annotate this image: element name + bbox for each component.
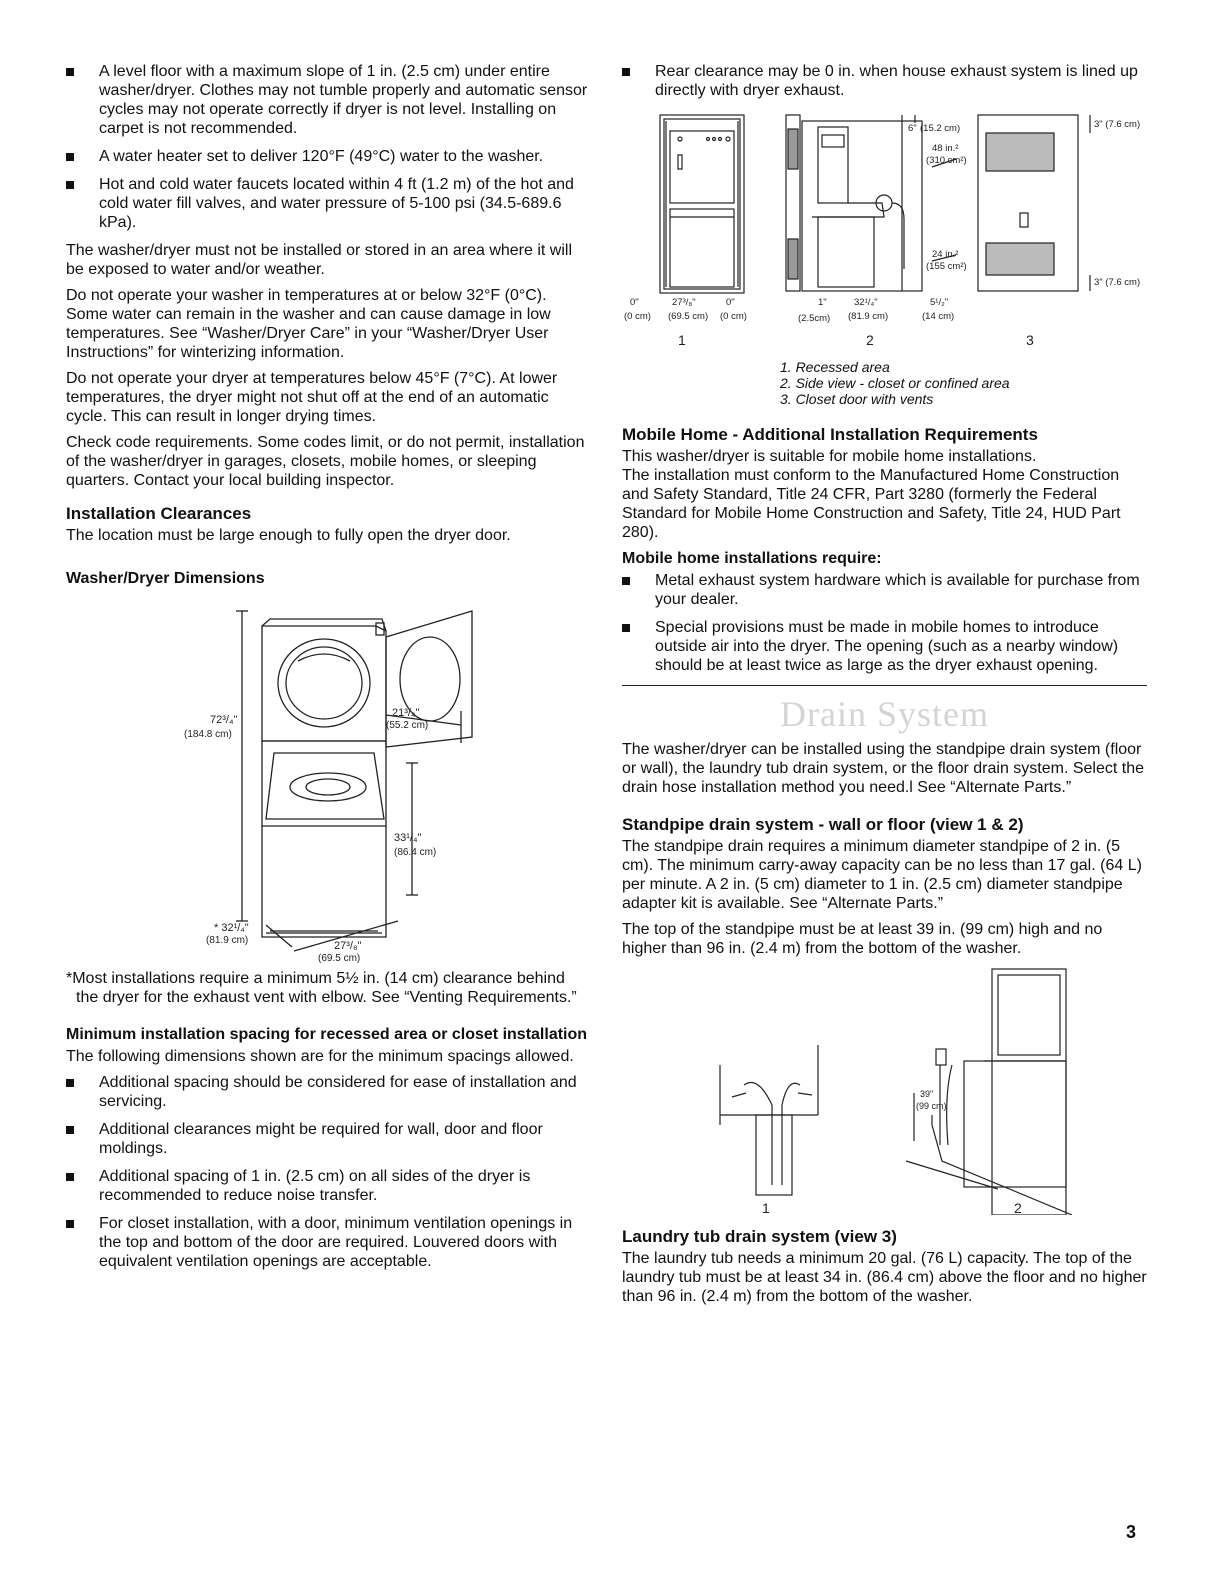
dim-washer-h-cm: (86.4 cm) — [394, 847, 437, 858]
recessed-closet-drawing — [622, 109, 1147, 359]
mobile-home-subheading: Mobile home installations require: — [622, 550, 882, 567]
fig1-caption-3: 3. Closet door with vents — [780, 391, 934, 407]
paragraph: The washer/dryer must not be installed or stored in an area where it will be exposed to water and/or weather. — [66, 242, 573, 278]
list-item: Additional spacing should be considered for ease of installation and servicing. — [66, 1073, 588, 1111]
standpipe-figure — [622, 965, 1147, 1215]
dim-width-in: 27³/₈" — [334, 940, 362, 952]
fig1-side-in: 1" — [818, 297, 827, 308]
dim-washer-h-in: 33¹/₄" — [394, 832, 422, 844]
right-column — [622, 62, 1147, 1313]
list-item: Special provisions must be made in mobile homes to introduce outside air into the dryer. The opening (such as a nearby window) should be at least twice as large as the dryer exhaust opening. — [622, 618, 1147, 675]
page-number: 3 — [1126, 1522, 1137, 1542]
spacing-figure — [622, 109, 1147, 359]
dim-door-cm: (55.2 cm) — [386, 720, 429, 731]
fig1-view-2: 2 — [866, 332, 874, 348]
dim-depth-cm: (81.9 cm) — [206, 935, 249, 946]
paragraph: Do not operate your dryer at temperatures below 45°F (7°C). At lower temperatures, the dryer might not shut off at the end of an automatic cycle. This can result in longer drying times. — [66, 370, 558, 425]
drain-intro: The washer/dryer can be installed using the standpipe drain system (floor or wall), the laundry tub drain system, or the floor drain system. Select the drain hose installation method you need.l See “Alternate Parts.” — [622, 741, 1145, 796]
fig1-depth-in: 32¹/₄" — [854, 297, 878, 308]
dim-width-cm: (69.5 cm) — [318, 953, 361, 964]
fig2-view-2: 2 — [1014, 1200, 1022, 1215]
washer-dryer-drawing — [66, 591, 588, 967]
mobile-home-p2: The installation must conform to the Manufactured Home Construction and Safety Standard, Title 24 CFR, Part 3280 (formerly the Federal Standard for Mobile Home Construction and Safety, Title 24, HUD Part 280). — [622, 467, 1121, 541]
fig1-side-cm: (2.5cm) — [798, 313, 831, 324]
fig1-zero-cm-a: (0 cm) — [624, 311, 651, 322]
fig1-rear-cm: (14 cm) — [922, 311, 955, 322]
list-item: A level floor with a maximum slope of 1 in. (2.5 cm) under entire washer/dryer. Clothes may not tumble properly and automatic sensor cycles may not operate correctly if dryer is not level. Installing on carpet is not recommended. — [66, 62, 588, 138]
clearance-footnote: *Most installations require a minimum 5½ in. (14 cm) clearance behind the dryer for the exhaust vent with elbow. See “Venting Requirements.” — [66, 970, 577, 1006]
fig1-view-3: 3 — [1026, 332, 1034, 348]
list-item: Additional spacing of 1 in. (2.5 cm) on all sides of the dryer is recommended to reduce noise transfer. — [66, 1167, 588, 1205]
fig1-door-top: 3" (7.6 cm) — [1094, 119, 1141, 130]
list-item: Hot and cold water faucets located within 4 ft (1.2 m) of the hot and cold water fill valves, and water pressure of 5-100 psi (34.5-689.6 kPa). — [66, 175, 588, 232]
fig1-depth-cm: (81.9 cm) — [848, 311, 889, 322]
dimensions-figure — [66, 591, 588, 967]
fig1-door-bot: 3" (7.6 cm) — [1094, 277, 1141, 288]
paragraph: Check code requirements. Some codes limit, or do not permit, installation of the washer/dryer in garages, closets, mobile homes, or sleeping quarters. Contact your local building inspector. — [66, 434, 585, 489]
fig2-view-1: 1 — [762, 1200, 770, 1215]
section-divider — [622, 685, 1147, 686]
fig1-vent-bot-cm: (155 cm²) — [926, 261, 967, 272]
standpipe-heading: Standpipe drain system - wall or floor (view 1 & 2) — [622, 815, 1024, 834]
spacing-heading: Minimum installation spacing for recessed area or closet installation — [66, 1026, 588, 1043]
fig1-vent-bot-in: 24 in.² — [932, 249, 959, 260]
mobile-home-heading: Mobile Home - Additional Installation Requirements — [622, 425, 1038, 444]
clearances-text: The location must be large enough to fully open the dryer door. — [66, 527, 511, 544]
clearances-heading: Installation Clearances — [66, 504, 252, 523]
standpipe-p2: The top of the standpipe must be at least 39 in. (99 cm) high and no higher than 96 in. (2.4 m) from the bottom of the washer. — [622, 921, 1103, 957]
fig1-zero-cm-b: (0 cm) — [720, 311, 747, 322]
fig1-width-in: 27³/₈" — [672, 297, 696, 308]
mobile-home-list — [622, 571, 1147, 675]
fig2-height-in: 39" — [920, 1089, 934, 1099]
fig1-rear-in: 5¹/₂" — [930, 297, 949, 308]
dim-depth-in: * 32¹/₄" — [214, 922, 249, 934]
fig1-top-cm: (15.2 cm) — [920, 123, 961, 134]
fig1-top-in: 6" — [908, 123, 917, 134]
left-column — [66, 62, 588, 1280]
requirements-list — [66, 62, 588, 232]
laundry-tub-heading: Laundry tub drain system (view 3) — [622, 1227, 897, 1246]
fig1-caption-2: 2. Side view - closet or confined area — [780, 375, 1010, 391]
dim-height-in: 72³/₄" — [210, 714, 238, 726]
list-item: Rear clearance may be 0 in. when house exhaust system is lined up directly with dryer exhaust. — [622, 62, 1147, 100]
fig1-zero-in-b: 0" — [726, 297, 735, 308]
rear-clearance-list — [622, 62, 1147, 100]
fig1-vent-top-cm: (310 cm²) — [926, 155, 967, 166]
fig1-zero-in-a: 0" — [630, 297, 639, 308]
fig1-width-cm: (69.5 cm) — [668, 311, 709, 322]
fig1-vent-top-in: 48 in.² — [932, 143, 959, 154]
list-item: A water heater set to deliver 120°F (49°C) water to the washer. — [66, 147, 588, 166]
mobile-home-p1: This washer/dryer is suitable for mobile home installations. — [622, 448, 1037, 465]
fig2-height-cm: (99 cm) — [916, 1101, 947, 1111]
dimensions-heading: Washer/Dryer Dimensions — [66, 570, 265, 587]
list-item: Additional clearances might be required for wall, door and floor moldings. — [66, 1120, 588, 1158]
spacing-text: The following dimensions shown are for the minimum spacings allowed. — [66, 1048, 574, 1065]
standpipe-p1: The standpipe drain requires a minimum diameter standpipe of 2 in. (5 cm). The minimum carry-away capacity can be no less than 17 gal. (64 L) per minute. A 2 in. (5 cm) diameter to 1 in. (2.5 cm) diameter standpipe adapter kit is available. See “Alternate Parts.” — [622, 838, 1142, 912]
paragraph: Do not operate your washer in temperatures at or below 32°F (0°C). Some water can remain in the washer and can cause damage in low temperatures. See “Washer/Dryer Care” in your “Washer/Dryer User Instructions” for winterizing information. — [66, 287, 551, 361]
spacing-list — [66, 1073, 588, 1271]
drain-system-title: Drain System — [780, 694, 989, 734]
list-item: For closet installation, with a door, minimum ventilation openings in the top and bottom of the door are required. Louvered doors with equivalent ventilation openings are acceptable. — [66, 1214, 588, 1271]
fig1-caption-1: 1. Recessed area — [780, 359, 890, 375]
standpipe-drawing — [622, 965, 1147, 1215]
dim-door-in: 21³/₄" — [392, 707, 420, 719]
list-item: Metal exhaust system hardware which is available for purchase from your dealer. — [622, 571, 1147, 609]
laundry-tub-text: The laundry tub needs a minimum 20 gal. (76 L) capacity. The top of the laundry tub must be at least 34 in. (86.4 cm) above the floor and no higher than 96 in. (2.4 m) from the bottom of the washer. — [622, 1250, 1147, 1305]
fig1-view-1: 1 — [678, 332, 686, 348]
dim-height-cm: (184.8 cm) — [184, 729, 232, 740]
